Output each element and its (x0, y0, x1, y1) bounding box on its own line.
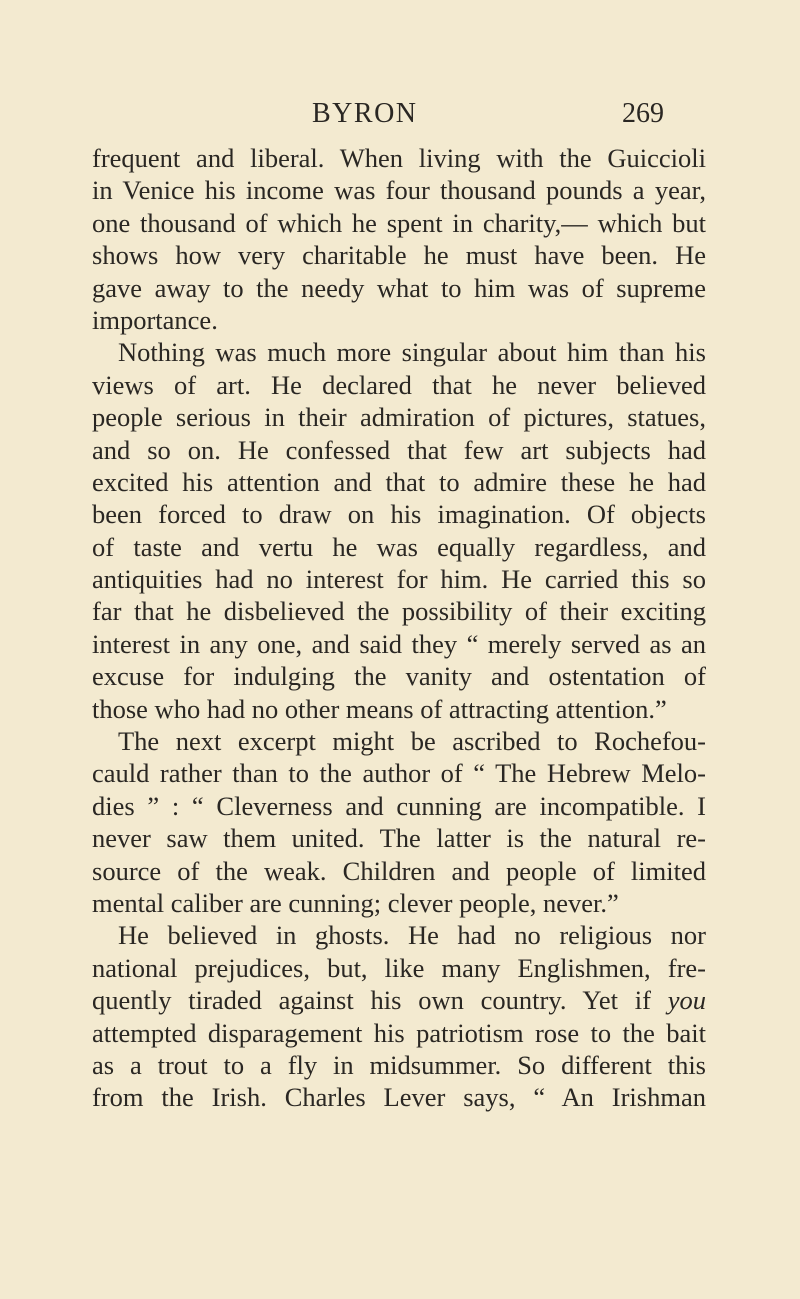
text-line: importance. (92, 304, 218, 335)
text-line: from the Irish. Charles Lever says, “ An Irishman (92, 1082, 706, 1113)
text-segment: quently tiraded against his own country. Yet if (92, 985, 651, 1016)
text-line: He believed in ghosts. He had no religious nor (118, 920, 706, 951)
text-line: of taste and vertu he was equally regardless, and (92, 531, 706, 562)
text-line: never saw them united. The latter is the natural re- (92, 823, 706, 854)
text-line: excited his attention and that to admire these he had (92, 466, 706, 497)
text-line: people serious in their admiration of pictures, statues, (92, 402, 706, 433)
text-line: dies ” : “ Cleverness and cunning are incompatible. I (92, 790, 706, 821)
text-line: and so on. He confessed that few art subjects had (92, 434, 706, 465)
text-line: been forced to draw on his imagination. Of objects (92, 499, 706, 530)
page-number: 269 (622, 98, 664, 129)
text-line: interest in any one, and said they “ merely served as an (92, 628, 706, 659)
italic-word: you (667, 985, 706, 1016)
text-line: far that he disbelieved the possibility of their exciting (92, 596, 706, 627)
text-line: excuse for indulging the vanity and ostentation of (92, 661, 706, 692)
text-line: frequent and liberal. When living with the Guiccioli (92, 143, 706, 173)
text-line: The next excerpt might be ascribed to Rochefou- (118, 726, 706, 757)
text-line: those who had no other means of attracting attention.” (92, 693, 667, 724)
text-line: source of the weak. Children and people of limited (92, 855, 706, 886)
text-line: cauld rather than to the author of “ The Hebrew Melo- (92, 758, 706, 789)
text-line: antiquities had no interest for him. He carried this so (92, 564, 706, 595)
text-line: mental caliber are cunning; clever people, never.” (92, 887, 619, 918)
text-line: views of art. He declared that he never believed (92, 369, 706, 400)
text-line: one thousand of which he spent in charity,— which but (92, 207, 706, 238)
body-text (92, 142, 706, 1114)
text-line: shows how very charitable he must have been. He (92, 240, 706, 271)
running-head (0, 98, 800, 138)
text-line: as a trout to a fly in midsummer. So different this (92, 1049, 706, 1080)
running-title: BYRON (312, 98, 418, 129)
text-line-with-italic (92, 984, 706, 1016)
text-line: attempted disparagement his patriotism rose to the bait (92, 1017, 706, 1048)
text-line: Nothing was much more singular about him than his (118, 337, 706, 368)
text-line: gave away to the needy what to him was of supreme (92, 272, 706, 303)
text-line: in Venice his income was four thousand pounds a year, (92, 175, 706, 206)
text-line: national prejudices, but, like many Englishmen, fre- (92, 952, 706, 983)
